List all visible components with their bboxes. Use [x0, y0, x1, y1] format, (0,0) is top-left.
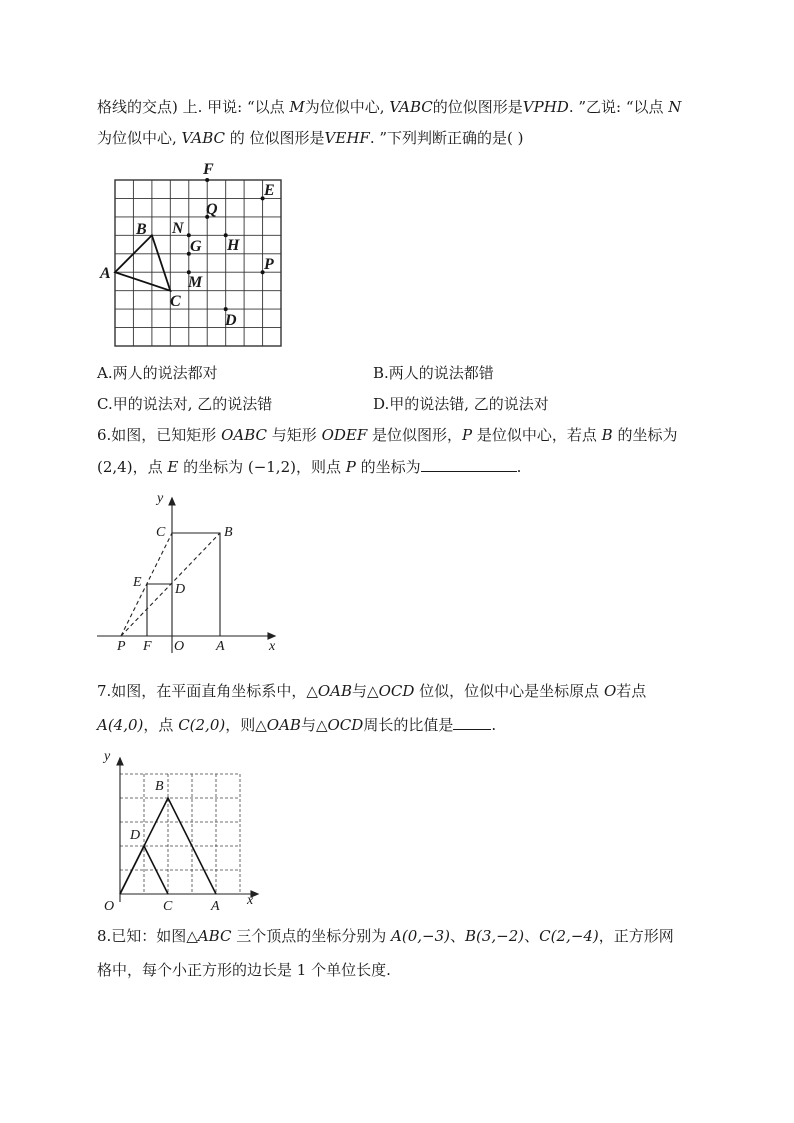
q6-label-F: F	[143, 639, 152, 654]
q7-label-A: A	[211, 899, 220, 914]
q6-label-A: A	[216, 639, 225, 654]
q5-grid-lines	[115, 180, 281, 346]
q7-label-C: C	[163, 899, 173, 914]
q6-label-y: y	[157, 491, 164, 506]
label-E: E	[264, 182, 275, 199]
q5-stem-line1: 格线的交点) 上. 甲说: “以点 M为位似中心, VABC的位似图形是VPHD. ”乙说: “以点 N	[97, 98, 682, 116]
q8-stem-line2: 格中，每个小正方形的边长是 1 个单位长度.	[97, 961, 391, 979]
q7-answer-blank[interactable]	[453, 715, 491, 730]
q5-stem-line2: 为位似中心, VABC 的 位似图形是VEHF. ”下列判断正确的是( )	[97, 129, 524, 147]
label-A: A	[100, 265, 111, 282]
label-G: G	[190, 238, 202, 255]
label-P: P	[264, 256, 274, 273]
q7-stem-line2: A(4,0)，点 C(2,0)，则△OAB与△OCD周长的比值是 .	[97, 716, 497, 734]
q6-label-B: B	[224, 525, 233, 540]
q7-label-y: y	[104, 749, 111, 764]
q7-label-D: D	[130, 828, 141, 843]
label-D: D	[225, 312, 237, 329]
q7-label-O: O	[104, 899, 115, 914]
q6-label-P: P	[117, 639, 126, 654]
q5-option-d: D.甲的说法错, 乙的说法对	[373, 395, 549, 413]
q5-option-a: A.两人的说法都对	[97, 364, 218, 382]
triangle-abc	[115, 235, 170, 290]
q6-answer-blank[interactable]	[421, 457, 517, 472]
label-B: B	[136, 221, 147, 238]
label-H: H	[227, 237, 240, 254]
label-Q: Q	[206, 201, 218, 218]
q7-stem-line1: 7.如图，在平面直角坐标系中，△OAB与△OCD 位似，位似中心是坐标原点 O若点	[97, 682, 647, 700]
q5-option-b: B.两人的说法都错	[373, 364, 494, 382]
q5-option-c: C.甲的说法对, 乙的说法错	[97, 395, 273, 413]
q6-label-C: C	[156, 525, 166, 540]
q6-figure	[95, 488, 285, 654]
q6-stem-line2: (2,4)，点 E 的坐标为 (−1,2)，则点 P 的坐标为 .	[97, 458, 522, 476]
label-F: F	[203, 161, 214, 178]
q6-stem-line1: 6.如图，已知矩形 OABC 与矩形 ODEF 是位似图形，P 是位似中心，若点 B 的坐标为	[97, 426, 678, 444]
rectangle-odef	[147, 584, 172, 636]
label-N: N	[172, 220, 184, 237]
q6-label-D: D	[175, 582, 186, 597]
label-C: C	[170, 293, 181, 310]
q5-grid-figure	[100, 158, 290, 352]
q7-label-B: B	[155, 779, 164, 794]
label-M: M	[188, 274, 203, 291]
q6-label-E: E	[133, 575, 142, 590]
q6-label-O: O	[174, 639, 185, 654]
q6-label-x: x	[269, 639, 276, 654]
q7-label-x: x	[247, 893, 254, 908]
q8-stem-line1: 8.已知：如图△ABC 三个顶点的坐标分别为 A(0,−3)、B(3,−2)、C(2,−4)，正方形网	[97, 927, 674, 945]
q7-figure	[100, 744, 265, 916]
